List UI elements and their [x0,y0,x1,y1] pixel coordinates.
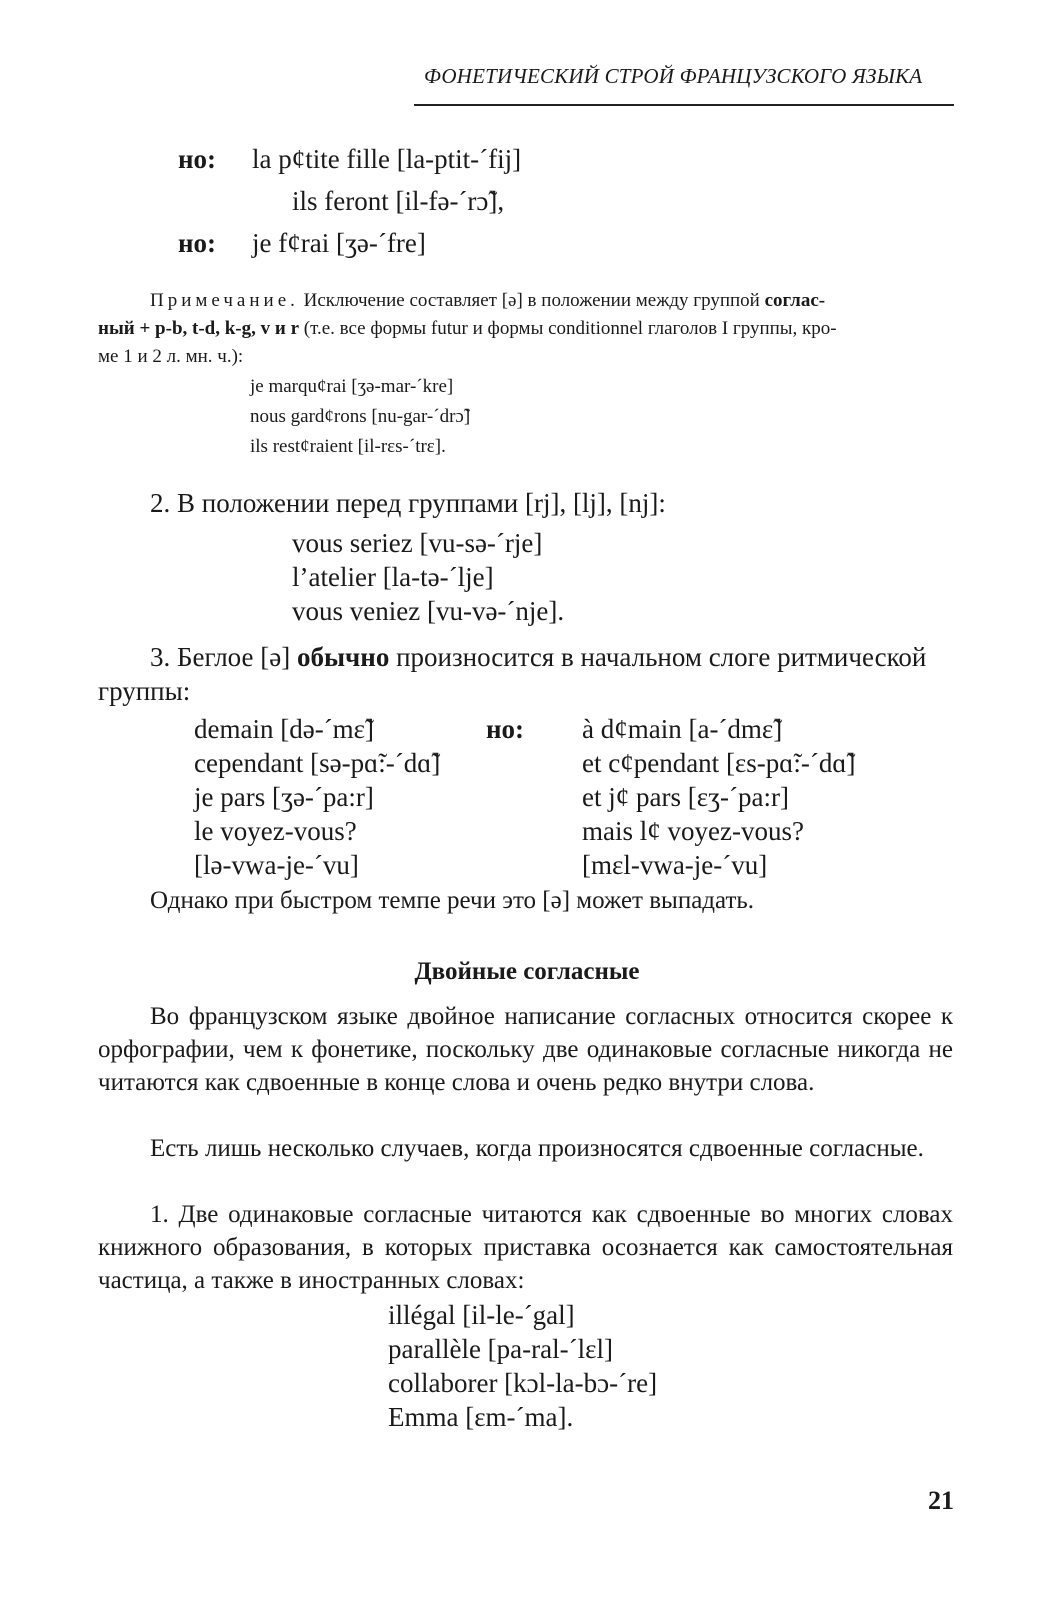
right-example: [mɛl-vwa-je-´vu] [582,850,768,880]
page-number: 21 [928,1486,954,1515]
section-heading: Двойные согласные [414,958,640,985]
section-3-conclusion: Однако при быстром темпе речи это [ə] может выпадать. [150,887,755,914]
double-example: collaborer [kɔl-la-bɔ-´re] [388,1368,658,1398]
section-2-example: l’atelier [la-tə-´lje] [292,562,494,592]
double-example: illégal [il-le-´gal] [388,1300,575,1330]
paragraph: Во французском языке двойное написание согласных относится скорее к орфографии, чем к фонетике, поскольку две одинаковые согласные никогда не читаются как сдвоенные в конце слова и очень редко внутри слова. [98,1003,953,1096]
section-2-title: 2. В положении перед группами [rj], [lj], [nj]: [150,488,666,518]
left-example: le voyez-vous? [194,816,357,846]
but-label: но: [178,144,217,174]
double-example: Emma [ɛm-´ma]. [388,1402,574,1432]
left-example: je pars [ʒə-´pa:r] [194,782,374,812]
section-2-example: vous veniez [vu-və-´nje]. [292,596,565,626]
note-line-1: Примечание. Исключение составляет [ə] в положении между группой соглас- [150,290,826,311]
but-label: но: [486,714,525,744]
example-line: ils feront [il-fə-´rɔ̃], [292,186,505,216]
note-example: ils rest¢raient [il-rɛs-´trɛ]. [250,436,446,457]
note-label: Примечание. [150,290,299,311]
right-example: à d¢main [a-´dmɛ̃] [582,714,783,744]
header-rule [414,104,954,106]
note-example: nous gard¢rons [nu-gar-´drɔ̃] [250,406,471,427]
note-example: je marqu¢rai [ʒə-mar-´kre] [250,376,454,397]
right-example: et c¢pendant [ɛs-pɑ̃:-´dɑ̃] [582,748,856,778]
left-example: cependant [sə-pɑ̃:-´dɑ̃] [194,748,441,778]
note-line-3: ме 1 и 2 л. мн. ч.): [98,346,244,367]
right-example: mais l¢ voyez-vous? [582,816,804,846]
running-header: ФОНЕТИЧЕСКИЙ СТРОЙ ФРАНЦУЗСКОГО ЯЗЫКА [424,64,923,88]
double-example: parallèle [pa-ral-´lɛl] [388,1334,613,1364]
but-label: но: [178,228,217,258]
paragraph: Есть лишь несколько случаев, когда произносятся сдвоенные согласные. [150,1135,924,1162]
example-line: la p¢tite fille [la-ptit-´fij] [252,144,522,174]
section-3-line-2: группы: [98,676,191,706]
paragraph: 1. Две одинаковые согласные читаются как сдвоенные во многих словах книжного образования, в которых приставка осознается как самостоятельная частица, а также в иностранных словах: [98,1201,953,1294]
note-line-2: ный + p-b, t-d, k-g, v и r (т.е. все формы futur и формы conditionnel глаголов I группы, кро- [98,318,837,339]
section-3-line-1: 3. Беглое [ə] обычно произносится в начальном слоге ритмической [150,642,927,672]
left-example: demain [də-´mɛ̃] [194,714,375,744]
left-example: [lə-vwa-je-´vu] [194,850,359,880]
section-2-example: vous seriez [vu-sə-´rje] [292,528,543,558]
example-line: je f¢rai [ʒə-´fre] [252,228,426,258]
right-example: et j¢ pars [ɛʒ-´pa:r] [582,782,789,812]
